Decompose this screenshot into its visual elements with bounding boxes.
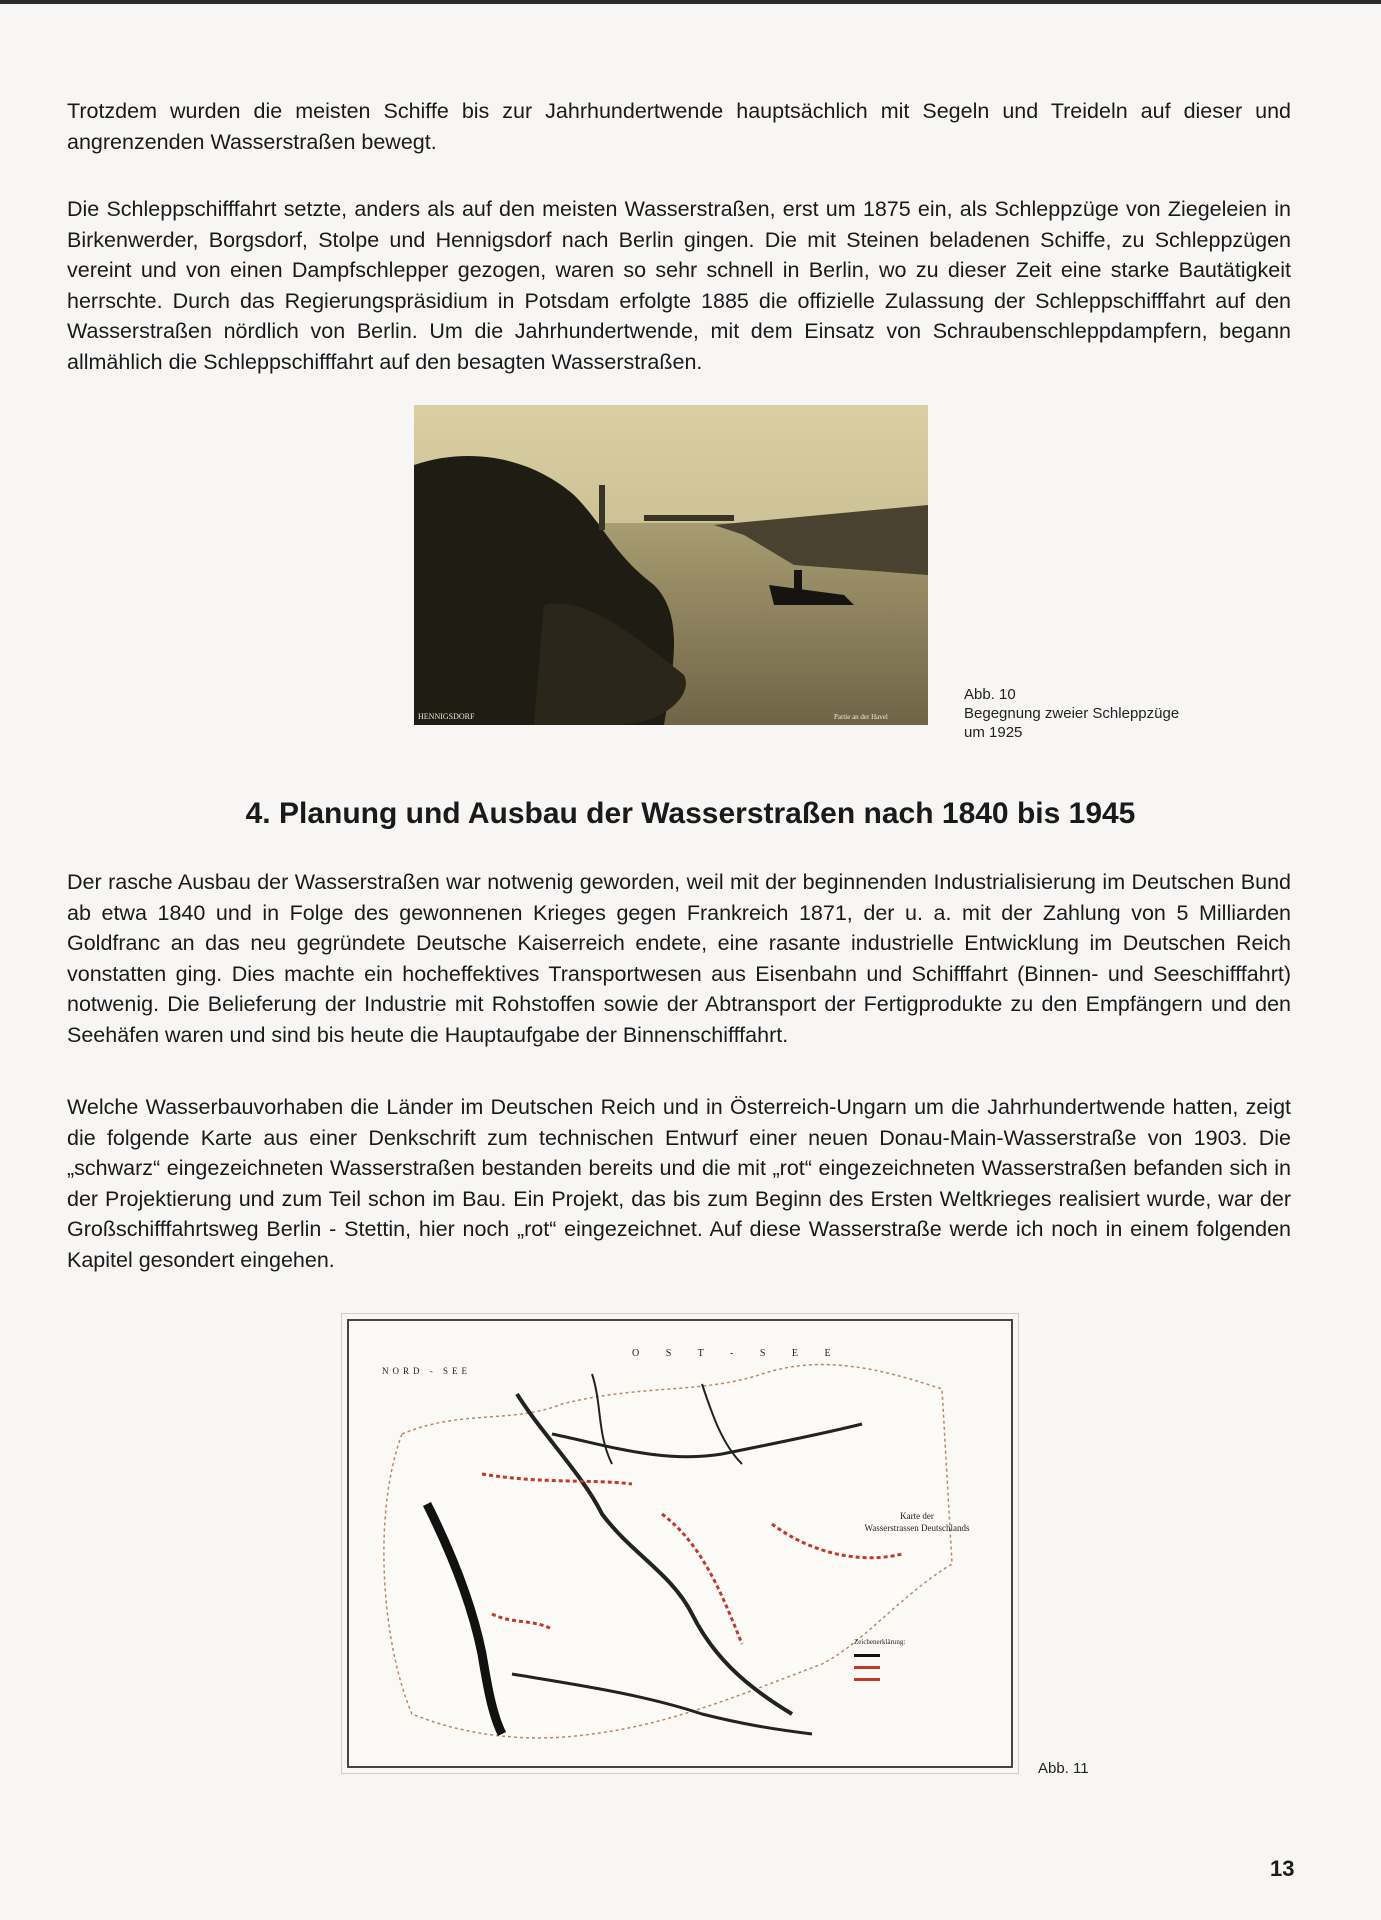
map-legend-title: Zeichenerklärung:: [854, 1638, 906, 1646]
map-baltic-sea-label: O S T - S E E: [632, 1348, 843, 1359]
paragraph-ausbau: Der rasche Ausbau der Wasserstraßen war notwenig geworden, weil mit der beginnenden Industrialisierung im Deutschen Bund ab etwa 1840 und in Folge des gewonnenen Krieges gegen Frankreich 1871, der u. a. mit der Zahlung von 5 Milliarden Goldfranc an das neu gegründete Deutsche Kaiserreich endete, eine rasante industrielle Entwicklung im Deutschen Reich vonstatten ging. Dies machte ein hocheffektives Transportwesen aus Eisenbahn und Schifffahrt (Binnen- und Seeschifffahrt) notwenig. Die Belieferung der Industrie mit Rohstoffen sowie der Abtransport der Fertigprodukte zu den Empfängern und den Seehäfen waren und sind bis heute die Hauptaufgabe der Binnenschifffahrt.: [67, 870, 1291, 1047]
figure-10-caption: [964, 685, 1179, 742]
section-heading: 4. Planung und Ausbau der Wasserstraßen nach 1840 bis 1945: [245, 797, 1136, 830]
photo-left-label: HENNIGSDORF: [418, 712, 475, 721]
map-illustration: [342, 1314, 1018, 1773]
page-number: 13: [1270, 1856, 1295, 1881]
figure-11-caption: Abb. 11: [1038, 1760, 1089, 1777]
top-rule: [0, 0, 1381, 4]
caption-date: um 1925: [964, 724, 1023, 741]
map-title-line1: Karte der: [900, 1511, 934, 1521]
photo-illustration: [414, 405, 928, 725]
paragraph-intro: Trotzdem wurden die meisten Schiffe bis zur Jahrhundertwende hauptsächlich mit Segeln und Treideln auf dieser und angrenzenden Wasserstraßen bewegt.: [67, 99, 1291, 154]
caption-number: Abb. 10: [964, 686, 1016, 703]
paragraph-karte: Welche Wasserbauvorhaben die Länder im Deutschen Reich und in Österreich-Ungarn um die Jahrhundertwende hatten, zeigt die folgende Karte aus einer Denkschrift zum technischen Entwurf einer neuen Donau-Main-Wasserstraße von 1903. Die „schwarz“ eingezeichneten Wasserstraßen bestanden bereits und die mit „rot“ eingezeichneten Wasserstraßen befanden sich in der Projektierung und zum Teil schon im Bau. Ein Projekt, das bis zum Beginn des Ersten Weltkrieges realisiert wurde, war der Großschifffahrtsweg Berlin - Stettin, hier noch „rot“ eingezeichnet. Auf diese Wasserstraße werde ich noch in einem folgenden Kapitel gesondert eingehen.: [67, 1095, 1291, 1272]
paragraph-schleppschifffahrt: Die Schleppschifffahrt setzte, anders als auf den meisten Wasserstraßen, erst um 1875 ein, als Schleppzüge von Ziegeleien in Birkenwerder, Borgsdorf, Stolpe und Hennigsdorf nach Berlin gingen. Die mit Steinen beladenen Schiffe, zu Schleppzügen vereint und von einen Dampfschlepper gezogen, waren so sehr schnell in Berlin, wo zu dieser Zeit eine starke Bautätigkeit herrschte. Durch das Regierungspräsidium in Potsdam erfolgte 1885 die offizielle Zulassung der Schleppschifffahrt auf den Wasserstraßen nördlich von Berlin. Um die Jahrhundertwende, mit dem Einsatz von Schraubenschleppdampfern, begann allmählich die Schleppschifffahrt auf den besagten Wasserstraßen.: [67, 197, 1291, 374]
historic-photo-havel: [414, 405, 928, 725]
caption-text: Begegnung zweier Schleppzüge: [964, 705, 1180, 722]
map-north-sea-label: NORD - SEE: [382, 1366, 471, 1376]
map-title-line2: Wasserstrassen Deutschlands: [864, 1523, 970, 1533]
photo-right-label: Partie an der Havel: [834, 713, 888, 721]
historic-waterway-map: [341, 1313, 1019, 1774]
